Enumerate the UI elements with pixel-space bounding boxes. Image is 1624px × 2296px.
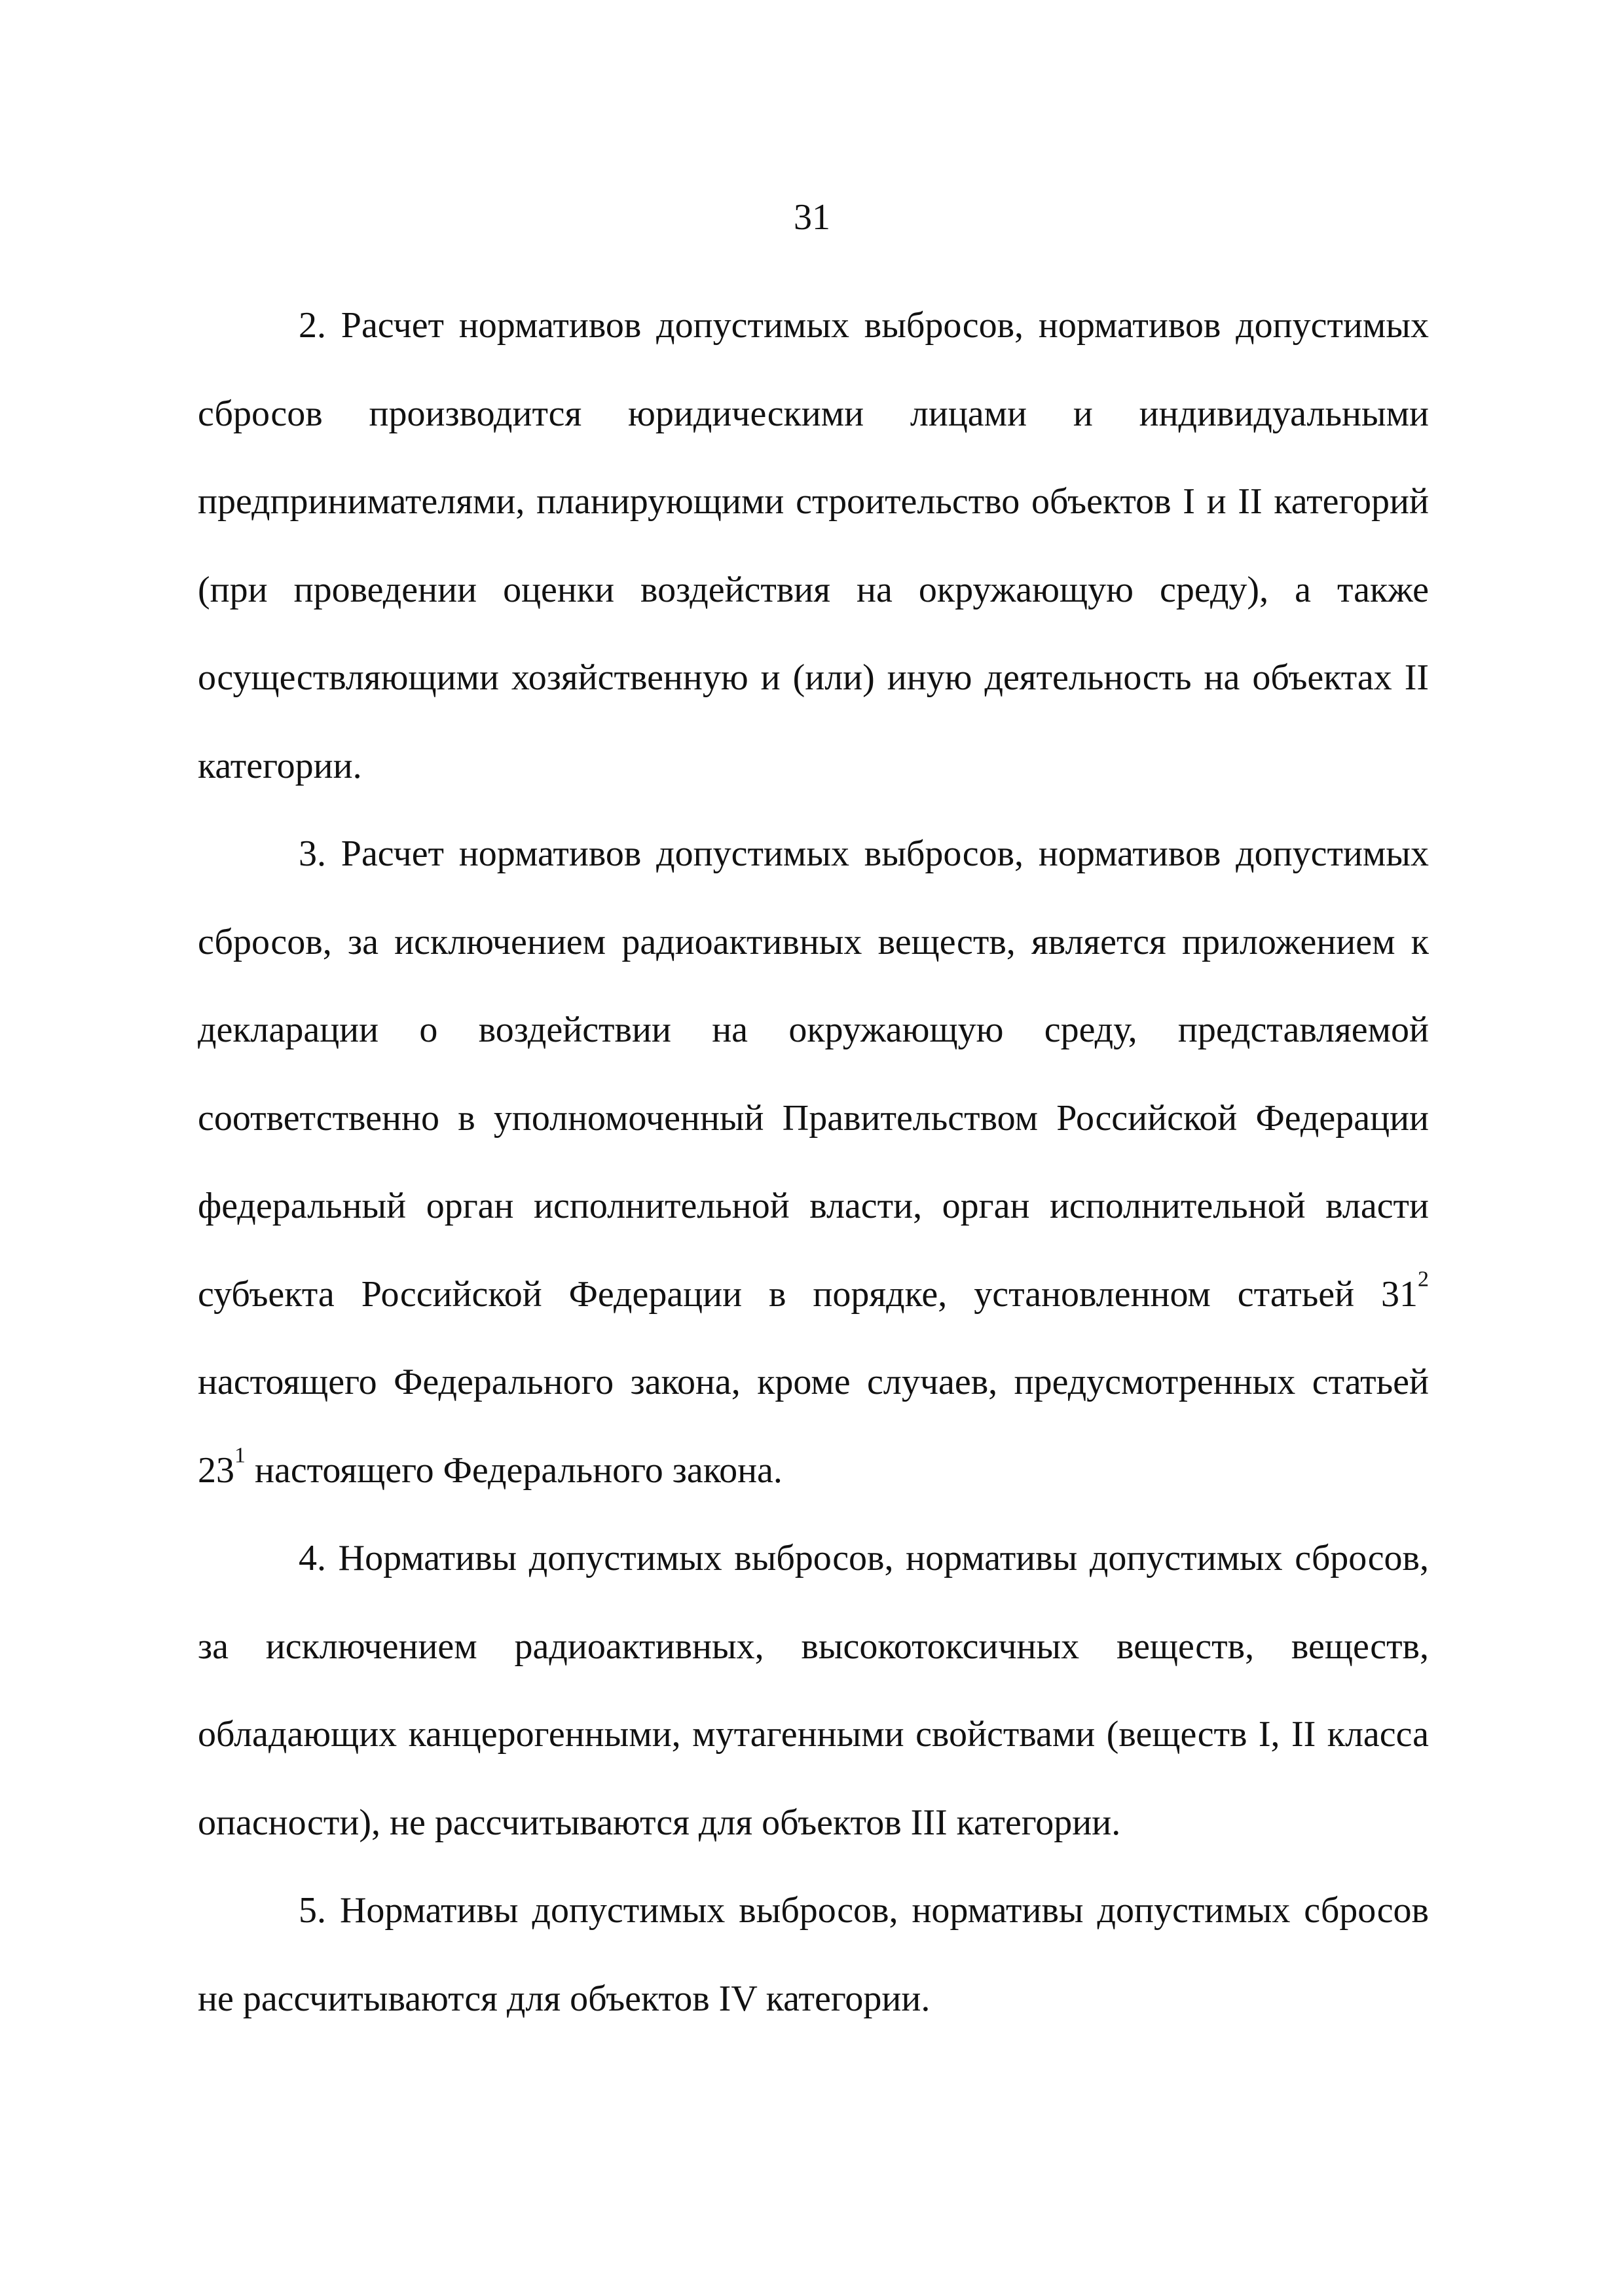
paragraph-text: 4. Нормативы допустимых выбросов, нормативы допустимых сбросов, за исключением радиоактивных, высокотоксичных веществ, веществ, обладающих канцерогенными, мутагенными свойствами (веществ I, II класса опасности), не рассчитываются для объектов III категории. <box>198 1538 1429 1843</box>
paragraph-5 <box>198 1867 1429 2043</box>
paragraph-text: 5. Нормативы допустимых выбросов, нормативы допустимых сбросов не рассчитываются для объектов IV категории. <box>198 1890 1429 2019</box>
article-superscript: 2 <box>1418 1266 1429 1291</box>
paragraph-3 <box>198 810 1429 1514</box>
paragraph-text: 2. Расчет нормативов допустимых выбросов, нормативов допустимых сбросов производится юридическими лицами и индивидуальными предпринимателями, планирующими строительство объектов I и II категорий (при проведении оценки воздействия на окружающую среду), а также осуществляющими хозяйственную и (или) иную деятельность на объектах II категории. <box>198 305 1429 786</box>
paragraph-2 <box>198 282 1429 810</box>
paragraph-4 <box>198 1514 1429 1867</box>
page-number: 31 <box>794 197 830 238</box>
document-body <box>198 282 1429 2043</box>
paragraph-text: настоящего Федерального закона. <box>246 1449 783 1491</box>
paragraph-text: 3. Расчет нормативов допустимых выбросов, нормативов допустимых сбросов, за исключением радиоактивных веществ, является приложением к декларации о воздействии на окружающую среду, представляемой соответственно в уполномоченный Правительством Российской Федерации федеральный орган исполнительной власти, орган исполнительной власти субъекта Российской Федерации в порядке, установленном статьей 31 <box>198 833 1429 1315</box>
article-superscript: 1 <box>234 1442 246 1467</box>
paragraph-text: настоящего Федерального закона, кроме случаев, предусмотренных статьей 23 <box>198 1362 1429 1491</box>
